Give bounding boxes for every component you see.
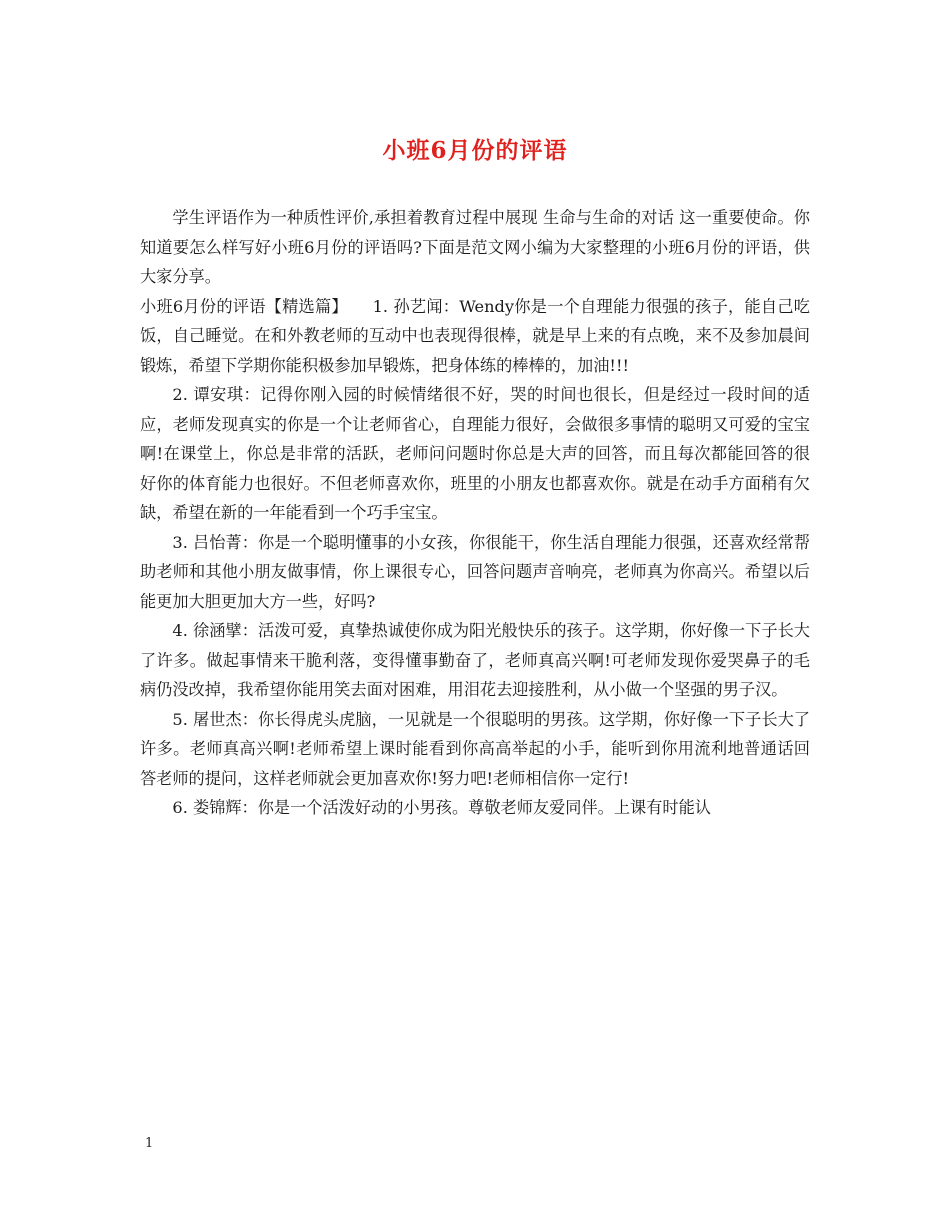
document-title: 小班6月份的评语 [382,137,568,164]
paragraph-comment-3: 3. 吕怡菁：你是一个聪明懂事的小女孩，你很能干，你生活自理能力很强，还喜欢经常帮助老师和其他小朋友做事情，你上课很专心，回答问题声音响亮，老师真为你高兴。希望以后能更加大胆更加大方一些，好吗? [140,532,810,611]
paragraph-comment-4: 4. 徐涵擘：活泼可爱，真挚热诚使你成为阳光般快乐的孩子。这学期，你好像一下子长大了许多。做起事情来干脆利落，变得懂事勤奋了，老师真高兴啊!可老师发现你爱哭鼻子的毛病仍没改掉，我希望你能用笑去面对困难，用泪花去迎接胜利，从小做一个坚强的男子汉。 [140,621,810,699]
document-body [140,203,810,823]
paragraph-comment-2: 2. 谭安琪：记得你刚入园的时候情绪很不好，哭的时间也很长，但是经过一段时间的适应，老师发现真实的你是一个让老师省心，自理能力很好，会做很多事情的聪明又可爱的宝宝啊!在课堂上，你总是非常的活跃，老师问问题时你总是大声的回答，而且每次都能回答的很好你的体育能力也很好。不但老师喜欢你，班里的小朋友也都喜欢你。就是在动手方面稍有欠缺，希望在新的一年能看到一个巧手宝宝。 [140,385,810,522]
paragraph-comment-5: 5. 屠世杰：你长得虎头虎脑，一见就是一个很聪明的男孩。这学期，你好像一下子长大了许多。老师真高兴啊!老师希望上课时能看到你高高举起的小手，能听到你用流利地普通话回答老师的提问，这样老师就会更加喜欢你!努力吧!老师相信你一定行! [140,709,810,788]
page-number: 1 [145,1136,154,1151]
paragraph-intro: 学生评语作为一种质性评价,承担着教育过程中展现 生命与生命的对话 这一重要使命。你知道要怎么样写好小班6月份的评语吗?下面是范文网小编为大家整理的小班6月份的评语，供大家分享。 [140,208,810,286]
paragraph-comment-1: 小班6月份的评语【精选篇】 1. 孙艺闻：Wendy你是一个自理能力很强的孩子，能自己吃饭，自己睡觉。在和外教老师的互动中也表现得很棒，就是早上来的有点晚，来不及参加晨间锻炼，希望下学期你能积极参加早锻炼，把身体练的棒棒的，加油!!! [140,296,810,375]
paragraph-comment-6: 6. 娄锦辉：你是一个活泼好动的小男孩。尊敬老师友爱同伴。上课有时能认 [172,798,711,817]
